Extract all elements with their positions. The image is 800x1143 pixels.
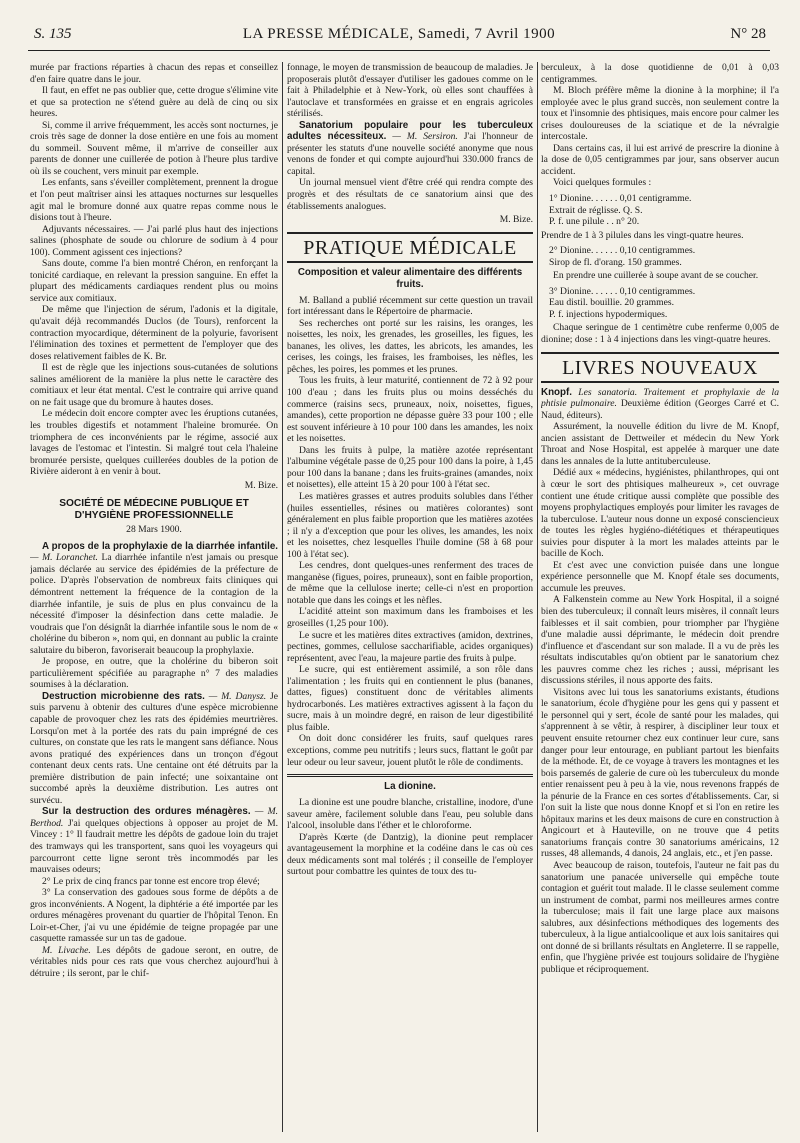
article-title: La dionine.	[384, 781, 436, 793]
communication-body: La diarrhée infantile n'est jamais ou presque jamais déclarée au service des épidémies de la préfecture de police. D'après l'observation de nombreux faits cliniques qui démontrent nettement la fréquence de la contagion de la diarrhée infantile, je suis de plus en plus convaincu de la nécessité d'imposer la désinfection dans cette maladie. Je voudrais que l'on désignât la diarrhée infantile sous le nom de « cholérine du biberon », nom qui, en donnant au public la crainte salutaire du biberon, favoriserait beaucoup la prophylaxie.	[30, 552, 278, 656]
paragraph: Avec beaucoup de raison, toutefois, l'auteur ne fait pas du sanatorium une panacée universelle qui empêche toute contagion et guérit tout malade. Il le classe seulement comme un instrument de combat, parmi nos meilleures armes contre la tuberculose; mais il fait une large place aux maisons salubres, aux désinfections méthodiques des logements des tuberculeux, à la ligue antialcoolique et aux lois sanitaires qui ont donné de si brillants résultats en Angleterre. Il se rappelle, enfin, que l'hygiène privée est toujours solidaire de l'hygiène publique et réciproquement.	[541, 860, 779, 975]
journal-title: LA PRESSE MÉDICALE, Samedi, 7 Avril 1900	[242, 26, 556, 42]
formula-line: P. f. une pilule . . n° 20.	[549, 216, 640, 228]
communication	[30, 541, 278, 656]
paragraph: A Falkenstein comme au New York Hospital, il a soigné bien des tuberculeux; il connaît leurs misères, il connaît leurs faiblesses et il sait combien, pour triompher par l'hygiène d'une maladie aussi déprimante, le médecin doit prendre d'influence et d'ascendant sur son malade. Il a vu de près les résultats indiscutables qu'on obtient par le sanatorium chez les pauvres comme chez les riches ; aussi, méprisant les discussions stériles, il nous apporte des faits.	[541, 594, 779, 687]
formula-line: Extrait de réglisse. Q. S.	[549, 204, 643, 216]
communication	[30, 691, 278, 806]
paragraph: On doit donc considérer les fruits, sauf quelques rares exceptions, comme peu nutritifs ; leurs sucs, flattant le goût par leur odeur ou leur saveur, jouent plutôt le rôle de condiments.	[287, 733, 533, 768]
communication-body: Les dépôts de gadoue seront, en outre, de véritables nids pour ces rats que vous cherchez aujourd'hui à détruire ; ils seront, par le chif-	[30, 944, 278, 980]
formula-line: P. f. injections hypodermiques.	[549, 308, 668, 320]
section-title: SOCIÉTÉ DE MÉDECINE PUBLIQUE ET D'HYGIÈNE PROFESSIONNELLE	[59, 498, 249, 522]
section-date: 28 Mars 1900.	[126, 524, 182, 536]
paragraph: Dans certains cas, il lui est arrivé de prescrire la dionine à la dose de 0,05 centigrammes par jour, sans observer aucun accident.	[541, 142, 779, 177]
paragraph: berculeux, à la dose quotidienne de 0,01 à 0,03 centigrammes.	[541, 62, 779, 85]
communication-body: J'ai quelques objections à opposer au projet de M. Vincey : 1° Il faudrait mettre les dépôts de gadoue loin du trajet des tramways qui les transportent, sans quoi les voyageurs qui parcourront cette ligne seront très incommodés par les mauvaises odeurs;	[30, 817, 278, 876]
formula-line: Sirop de fl. d'orang. 150 grammes.	[549, 256, 682, 268]
issue-number: N° 28	[730, 26, 766, 42]
paragraph: Il est de règle que les injections sous-cutanées de solutions salines améliorent de la manière la plus nette le caractère des comitiaux et leur état mental. C'est le contraire qui arrive quand on ne fait usage que du bromure à hautes doses.	[30, 362, 278, 408]
column-1	[30, 62, 278, 1137]
paragraph: Et c'est avec une conviction puisée dans une longue expérience personnelle que M. Knopf étale ses documents, accumule les preuves.	[541, 559, 779, 594]
column-2	[287, 62, 533, 1137]
paragraph: M. Bloch préfère même la dionine à la morphine; il l'a employée avec le plus grand succès, non seulement contre la toux et l'insomnie des phtisiques, mais encore pour calmer les crises douloureuses de la sciatique et de la névralgie intercostale.	[541, 85, 779, 143]
paragraph: Les cendres, dont quelques-unes renferment des traces de manganèse (figues, poires, pruneaux), sont en faible proportion, de même que la cellulose inerte; celle-ci n'est en proportion notable que dans les coings et les nèfles.	[287, 560, 533, 606]
section-banner-pratique: PRATIQUE MÉDICALE	[287, 232, 533, 263]
paragraph: Visitons avec lui tous les sanatoriums existants, étudions le sanatorium, école d'hygiène pour les gens qui y passent et le personnel qui y sert, école de santé pour les malades, qui s'apprennent à se vêtir, à respirer, à discipliner leur toux et peuvent ensuite retourner chez eux continuer leur cure, sans danger pour leur entourage, en publiant partout les bienfaits de la méthode. Et, de ce voyage à travers les montagnes et les bois parsemés de galerie de cure où les tuberculeux du monde entier renaissent peu à peu à la vie, nous revenons frappés de la pénurie de la France en ces sortes d'établissements. Car, si l'on suit la liste que nous donne Knopf et si l'on en retire les hôpitaux marins et les deux maisons de cure en construction à Angicourt et à Hauteville, on ne trouve que 4 petits sanatoriums français contre 30 sanatoriums américains, 12 russes, 48 allemands, 4 danois, 24 anglais, etc., et j'en passe.	[541, 686, 779, 860]
paragraph: 3° La conservation des gadoues sous forme de dépôts a de gros inconvénients. A Nogent, la diphtérie a été importée par les ordures ménagères provenant du quartier de l'hôpital Tenon. En Loir-et-Cher, j'ai vu une épidémie de teigne propagée par une casquette ramassée sur un tas de gadoue.	[30, 887, 278, 945]
paragraph: Sans doute, comme l'a bien montré Chéron, en renforçant la tonicité cardiaque, en relevant la pression sanguine. En effet la plupart des médicaments cardiaques rendent plus ou moins service aux comitiaux.	[30, 258, 278, 304]
paragraph: Les matières grasses et autres produits solubles dans l'éther (huiles essentielles, résines ou matières colorantes) sont généralement en plus faible proportion que les matières azotées ; il n'y a d'exception que pour les olives, les amandes, les noix et les noisettes, chez lesquelles l'huile domine (58 à 68 pour 100 à l'état sec).	[287, 490, 533, 560]
formula-note: En prendre une cuillerée à soupe avant de se coucher.	[553, 270, 759, 282]
communication	[287, 120, 533, 178]
author: — M. Danysz.	[204, 690, 267, 702]
section-banner-livres: LIVRES NOUVEAUX	[541, 352, 779, 383]
author: — M. Sersiron.	[386, 131, 458, 143]
article-title: Composition et valeur alimentaire des différents fruits.	[297, 266, 523, 290]
author: — M. Berthod.	[30, 806, 278, 829]
formula-line: 3° Dionine. . . . . . 0,10 centigrammes.	[549, 285, 696, 297]
communication-body: J'ai l'honneur de présenter les statuts d'une nouvelle société anonyme que nous venons de fonder et qui compte aujourd'hui 330.000 francs de capital.	[287, 131, 533, 177]
book-title: Les sanatoria. Traitement et prophylaxie de la phtisie pulmonaire.	[541, 386, 779, 410]
page-number: S. 135	[34, 26, 72, 42]
paragraph: Assurément, la nouvelle édition du livre de M. Knopf, ancien assistant de Dettweiler et médecin du New York Throat and Nose Hospital, est appelée à marquer une date dans les annales de la lutte antituberculeuse.	[541, 421, 779, 467]
paragraph: Je propose, en outre, que la cholérine du biberon soit particulièrement spécifiée au paragraphe n° 7 des maladies soumises à la déclaration.	[30, 656, 278, 691]
column-divider	[537, 62, 538, 1132]
formula-1	[549, 193, 779, 228]
header-rule	[28, 50, 770, 51]
formula-line: 1° Dionine. . . . . . 0,01 centigramme.	[549, 193, 692, 205]
communication-title: Sur la destruction des ordures ménagères.	[42, 806, 251, 818]
column-divider	[282, 62, 283, 1132]
paragraph: Le médecin doit encore compter avec les éruptions cutanées, les troubles digestifs et notamment l'haleine bromurée. On triomphera de ces inconvénients par le régime, associé aux lavages de l'estomac et l'intestin. Si malgré tout cela l'haleine bromurée persiste, quelques cuillerées doubles de la potion de Rivière aideront à en venir à bout.	[30, 408, 278, 478]
author: — M. Loranchet.	[30, 552, 98, 564]
signature: M. Bize.	[499, 214, 533, 226]
communication	[30, 806, 278, 875]
paragraph: fonnage, le moyen de transmission de beaucoup de maladies. Je proposerais plutôt d'essayer d'utiliser les gadoues comme on le fait à Philadelphie et à New-York, où elles sont chauffées à l'autoclave et transformées en graisse et en engrais agricoles stérilisés.	[287, 62, 533, 120]
paragraph: Tous les fruits, à leur maturité, contiennent de 72 à 92 pour 100 d'eau ; dans les fruits plus ou moins desséchés du commerce (raisins secs, pruneaux, noix, noisettes, figues, amandes), cette proportion ne dépasse guère 33 pour 100 ; elle est souvent inférieure à 10 pour 100 dans les amandes, les noix et les noisettes.	[287, 375, 533, 445]
paragraph: murée par fractions réparties à chacun des repas et conseillez d'en faire quatre dans le jour.	[30, 62, 278, 85]
communication-title: Destruction microbienne des rats.	[42, 690, 205, 702]
paragraph: Adjuvants nécessaires. — J'ai parlé plus haut des injections salines (phosphate de soude ou chlorure de sodium à 4 pour 100). Comment agissent ces injections?	[30, 223, 278, 258]
paragraph: 2° Le prix de cinq francs par tonne est encore trop élevé;	[42, 875, 260, 887]
paragraph: Il faut, en effet ne pas oublier que, cette drogue s'élimine vite et que sa protection ne s'étend guère au delà de cinq ou six heures.	[30, 85, 278, 120]
paragraph: De même que l'injection de sérum, l'adonis et la digitale, qu'avait déjà recommandés Duclos (de Tours), renforcent la contraction myocardique, déterminent de la polyurie, favorisent l'élimination des toxines et permettent de l'employer que des doses relativement faibles de K. Br.	[30, 304, 278, 362]
paragraph: Dédié aux « médecins, hygiénistes, philanthropes, qui ont à cœur le sort des phtisiques malheureux », cet ouvrage contient une étude critique aussi complète que possible des moyens prophylactiques employés pour limiter les ravages de la tuberculose. L'auteur nous donne un exposé consciencieux de toutes les règles hygiéno-diététiques et thérapeutiques suivies pour disputer à la mort les malades atteints par le bacille de Koch.	[541, 467, 779, 560]
paragraph: Un journal mensuel vient d'être créé qui rendra compte des progrès et des résultats de ce sanatorium ainsi que des établissements analogues.	[287, 177, 533, 212]
paragraph: Dans les fruits à pulpe, la matière azotée représentant l'albumine végétale passe de 0,25 pour 100 dans la poire, à 1,45 pour 100 dans la banane ; dans les fruits-graines (amandes, noix et noisettes), elle atteint 15 à 20 pour 100 à l'état sec.	[287, 444, 533, 491]
formula-note: Chaque seringue de 1 centimètre cube renferme 0,005 de dionine; dose : 1 à 4 injections dans les vingt-quatre heures.	[541, 322, 779, 346]
paragraph: Le sucre, qui est entièrement assimilé, a son rôle dans l'alimentation ; les fruits qui en contiennent le plus (bananes, dattes, figues) constituent donc de véritables aliments hydrocarbonés. Les matières extractives agissent à la façon du sucre, mais à un moindre degré, en raison de leur digestibilité plus faible.	[287, 664, 533, 733]
communication	[30, 945, 278, 980]
communication-title: A propos de la prophylaxie de la diarrhée infantile.	[42, 540, 278, 552]
formula-note: Prendre de 1 à 3 pilules dans les vingt-quatre heures.	[541, 229, 744, 241]
paragraph: Ses recherches ont porté sur les raisins, les oranges, les noisettes, les noix, les grenades, les groseilles, les figues, les bananes, les olives, les dattes, les abricots, les amandes, les cerises, les coings, les fraises, les framboises, les nèfles, les pêches, les poires, les pommes et les prunes.	[287, 317, 533, 375]
formula-2	[549, 245, 779, 268]
column-3	[541, 62, 779, 1137]
paragraph: Si, comme il arrive fréquemment, les accès sont nocturnes, je crois très sage de donner la dose entière en une fois au moment du sommeil. Souvent même, il m'arrive de conseiller aux parents de donner une cuillerée de potion à l'heure plus tardive où ils se couchent, vers minuit par exemple.	[30, 119, 278, 177]
section-rule	[287, 774, 533, 777]
paragraph: Le sucre et les matières dites extractives (amidon, dextrines, pectines, gommes, cellulose saccharifiable, acides organiques) représentent, avec l'eau, la majeure partie des fruits à pulpe.	[287, 629, 533, 664]
author: M. Livache.	[42, 944, 91, 956]
formula-line: Eau distil. bouillie. 20 grammes.	[549, 297, 674, 309]
communication-body: Je suis parvenu à obtenir des cultures d'une espèce microbienne capable de provoquer chez les rats des épidémies meurtrières. Lorsqu'on met à la portée des rats du pain imprégné de ces cultures, on constate que les rats le mangent sans défiance. Nous avons pratiqué des expériences dans un tronçon d'égout contenant deux cents rats. Une centaine ont été détruits par la première distribution de pain infecté; une soixantaine ont succombé après la deuxième distribution. Les autres ont survécu.	[30, 690, 278, 806]
paragraph: La dionine est une poudre blanche, cristalline, inodore, d'une saveur amère, facilement soluble dans l'eau, peu soluble dans l'alcool, insoluble dans l'éther et le chloroforme.	[287, 797, 533, 832]
paragraph: Voici quelques formules :	[553, 177, 652, 189]
paragraph: L'acidité atteint son maximum dans les framboises et les groseilles (1,25 pour 100).	[287, 606, 533, 629]
paragraph: Les enfants, sans s'éveiller complètement, prennent la drogue et l'on peut maîtriser ainsi les attaques nocturnes sur lesquelles agit mal le bromure donné aux quatre repas comme nous le disions tout à l'heure.	[30, 177, 278, 224]
paragraph: M. Balland a publié récemment sur cette question un travail fort intéressant dans le Répertoire de pharmacie.	[287, 294, 533, 318]
book-reference	[541, 387, 779, 422]
page-header	[24, 26, 774, 48]
communication-title: Sanatorium populaire pour les tuberculeux adultes nécessiteux.	[287, 119, 533, 143]
paragraph: D'après Kœrte (de Dantzig), la dionine peut remplacer avantageusement la morphine et la codéine dans le cas où ces deux médicaments sont mal tolérés ; il conseille de l'employer surtout pour combattre les quintes de toux des tu-	[287, 831, 533, 878]
formula-line: 2° Dionine. . . . . . 0,10 centigrammes.	[549, 245, 696, 257]
formula-3	[549, 286, 779, 321]
book-author: Knopf.	[541, 386, 573, 398]
book-publisher: Deuxième édition (Georges Carré et C. Naud, éditeurs).	[541, 398, 779, 421]
signature: M. Bize.	[244, 479, 278, 491]
